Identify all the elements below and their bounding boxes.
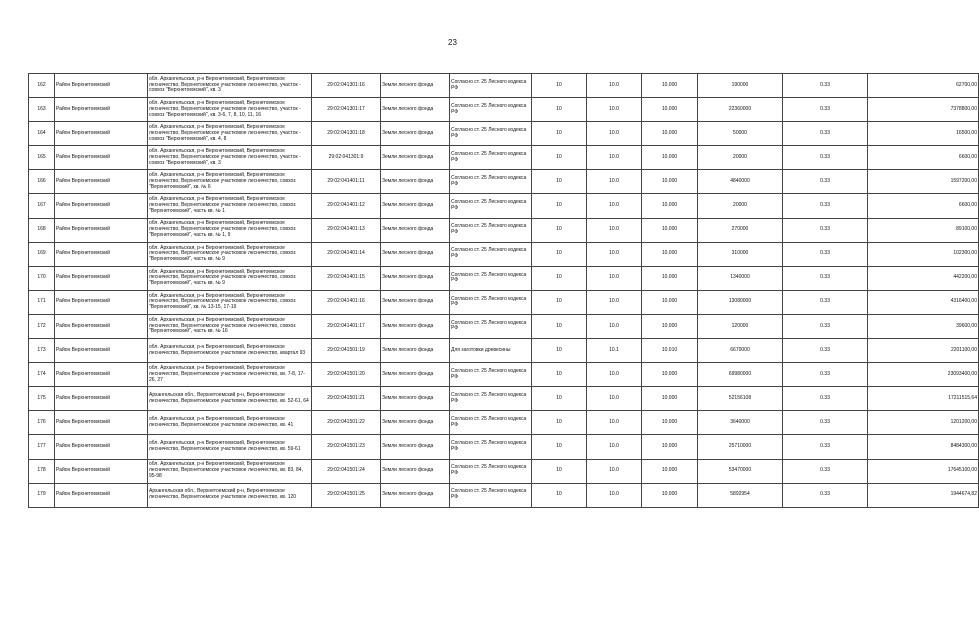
cadastral-number-cell: 29:02:041301:16	[312, 74, 381, 98]
code-cell: 10	[532, 146, 587, 170]
code-cell: 10.0	[587, 387, 642, 411]
amount-cell: 1944674,82	[868, 483, 979, 507]
address-cell: обл. Архангельская, р-н Верхнетоемский, Верхнетоемское лесничество, Верхнетоемское участковое лесничество, участок - совхоз "Верхнетоемский", кв. 3-6, 7, 8, 10, 11, 16	[148, 98, 312, 122]
tax-rate-cell: 0.33	[783, 459, 868, 483]
code-cell: 10	[532, 266, 587, 290]
code-cell: 10.1	[587, 339, 642, 363]
code-cell: 10.0	[587, 435, 642, 459]
row-number-cell: 164	[29, 122, 55, 146]
row-number-cell: 163	[29, 98, 55, 122]
land-category-cell: Земли лесного фонда	[381, 483, 450, 507]
district-cell: Район Верхнетоемский	[55, 98, 148, 122]
row-number-cell: 166	[29, 170, 55, 194]
page-number: 23	[448, 38, 457, 47]
cadastral-number-cell: 29:02:041501:23	[312, 435, 381, 459]
land-category-cell: Земли лесного фонда	[381, 314, 450, 338]
district-cell: Район Верхнетоемский	[55, 266, 148, 290]
row-number-cell: 171	[29, 290, 55, 314]
table-row	[29, 242, 979, 266]
code-cell: 10.000	[642, 242, 698, 266]
area-cell: 20000	[698, 194, 783, 218]
amount-cell: 1201200,00	[868, 411, 979, 435]
code-cell: 10.0	[587, 74, 642, 98]
cadastral-number-cell: 29:02:041501:24	[312, 459, 381, 483]
basis-cell: Для заготовки древесины	[450, 339, 532, 363]
amount-cell: 17645100,00	[868, 459, 979, 483]
code-cell: 10.000	[642, 74, 698, 98]
row-number-cell: 179	[29, 483, 55, 507]
area-cell: 190000	[698, 74, 783, 98]
address-cell: обл. Архангельская, р-н Верхнетоемский, Верхнетоемское лесничество, Верхнетоемское участковое лесничество, совхоз "Верхнетоемский", часть кв. № 9	[148, 242, 312, 266]
basis-cell: Согласно ст. 25 Лесного кодекса РФ	[450, 218, 532, 242]
code-cell: 10.000	[642, 363, 698, 387]
area-cell: 1340000	[698, 266, 783, 290]
cadastral-number-cell: 29:02:041501:19	[312, 339, 381, 363]
code-cell: 10	[532, 459, 587, 483]
district-cell: Район Верхнетоемский	[55, 290, 148, 314]
address-cell: обл. Архангельская, р-н Верхнетоемский, Верхнетоемское лесничество, Верхнетоемское участковое лесничество, кв. 7-8, 17-26, 27	[148, 363, 312, 387]
address-cell: обл. Архангельская, р-н Верхнетоемский, Верхнетоемское лесничество, Верхнетоемское участковое лесничество, участок - совхоз "Верхнетоемский", кв. 3	[148, 74, 312, 98]
code-cell: 10	[532, 194, 587, 218]
land-category-cell: Земли лесного фонда	[381, 194, 450, 218]
basis-cell: Согласно ст. 25 Лесного кодекса РФ	[450, 122, 532, 146]
land-category-cell: Земли лесного фонда	[381, 411, 450, 435]
district-cell: Район Верхнетоемский	[55, 242, 148, 266]
row-number-cell: 167	[29, 194, 55, 218]
code-cell: 10	[532, 98, 587, 122]
land-category-cell: Земли лесного фонда	[381, 290, 450, 314]
tax-rate-cell: 0.33	[783, 194, 868, 218]
land-registry-table	[28, 73, 979, 508]
code-cell: 10.000	[642, 290, 698, 314]
cadastral-number-cell: 29:02:041401:12	[312, 194, 381, 218]
land-category-cell: Земли лесного фонда	[381, 122, 450, 146]
code-cell: 10.000	[642, 122, 698, 146]
address-cell: обл. Архангельская, р-н Верхнетоемский, Верхнетоемское лесничество, Верхнетоемское участковое лесничество, кв. 59-61	[148, 435, 312, 459]
basis-cell: Согласно ст. 25 Лесного кодекса РФ	[450, 194, 532, 218]
district-cell: Район Верхнетоемский	[55, 363, 148, 387]
code-cell: 10.0	[587, 483, 642, 507]
code-cell: 10	[532, 363, 587, 387]
cadastral-number-cell: 29:02:041401:13	[312, 218, 381, 242]
area-cell: 6670000	[698, 339, 783, 363]
table-row	[29, 266, 979, 290]
code-cell: 10	[532, 170, 587, 194]
row-number-cell: 165	[29, 146, 55, 170]
district-cell: Район Верхнетоемский	[55, 194, 148, 218]
amount-cell: 7378800,00	[868, 98, 979, 122]
address-cell: обл. Архангельская, р-н Верхнетоемский, Верхнетоемское лесничество, Верхнетоемское участковое лесничество, совхоз "Верхнетоемский", часть кв. № 16	[148, 314, 312, 338]
area-cell: 69980000	[698, 363, 783, 387]
amount-cell: 102300,00	[868, 242, 979, 266]
amount-cell: 4316400,00	[868, 290, 979, 314]
address-cell: Архангельская обл., Верхнетоемский р-н, Верхнетоемское лесничество, Верхнетоемское участковое лесничество, кв. 52-61, 64	[148, 387, 312, 411]
district-cell: Район Верхнетоемский	[55, 74, 148, 98]
amount-cell: 6600,00	[868, 194, 979, 218]
table-row	[29, 459, 979, 483]
code-cell: 10.000	[642, 435, 698, 459]
amount-cell: 8484300,00	[868, 435, 979, 459]
row-number-cell: 162	[29, 74, 55, 98]
code-cell: 10.000	[642, 194, 698, 218]
land-category-cell: Земли лесного фонда	[381, 435, 450, 459]
code-cell: 10.000	[642, 266, 698, 290]
area-cell: 5892954	[698, 483, 783, 507]
amount-cell: 17211515,64	[868, 387, 979, 411]
code-cell: 10.000	[642, 98, 698, 122]
code-cell: 10	[532, 74, 587, 98]
cadastral-number-cell: 29:02:041401:16	[312, 290, 381, 314]
tax-rate-cell: 0.33	[783, 218, 868, 242]
code-cell: 10.000	[642, 170, 698, 194]
amount-cell: 6600,00	[868, 146, 979, 170]
area-cell: 270000	[698, 218, 783, 242]
table-row	[29, 483, 979, 507]
code-cell: 10	[532, 435, 587, 459]
table-row	[29, 314, 979, 338]
basis-cell: Согласно ст. 25 Лесного кодекса РФ	[450, 146, 532, 170]
area-cell: 52156108	[698, 387, 783, 411]
area-cell: 310000	[698, 242, 783, 266]
address-cell: обл. Архангельская, р-н Верхнетоемский, Верхнетоемское лесничество, Верхнетоемское участковое лесничество, участок - совхоз "Верхнетоемский", кв. 4, 8	[148, 122, 312, 146]
row-number-cell: 174	[29, 363, 55, 387]
area-cell: 13080000	[698, 290, 783, 314]
tax-rate-cell: 0.33	[783, 339, 868, 363]
table-row	[29, 122, 979, 146]
area-cell: 22360000	[698, 98, 783, 122]
land-category-cell: Земли лесного фонда	[381, 98, 450, 122]
address-cell: обл. Архангельская, р-н Верхнетоемский, Верхнетоемское лесничество, Верхнетоемское участковое лесничество, совхоз "Верхнетоемский", часть кв. № 1	[148, 194, 312, 218]
cadastral-number-cell: 29:02:041301:18	[312, 122, 381, 146]
table-row	[29, 339, 979, 363]
tax-rate-cell: 0.33	[783, 146, 868, 170]
code-cell: 10.0	[587, 194, 642, 218]
basis-cell: Согласно ст. 25 Лесного кодекса РФ	[450, 483, 532, 507]
tax-rate-cell: 0.33	[783, 483, 868, 507]
address-cell: обл. Архангельская, р-н Верхнетоемский, Верхнетоемское лесничество, Верхнетоемское участковое лесничество, кв. 41	[148, 411, 312, 435]
basis-cell: Согласно ст. 25 Лесного кодекса РФ	[450, 459, 532, 483]
address-cell: обл. Архангельская, р-н Верхнетоемский, Верхнетоемское лесничество, Верхнетоемское участковое лесничество, совхоз "Верхнетоемский", кв. № 6	[148, 170, 312, 194]
land-category-cell: Земли лесного фонда	[381, 242, 450, 266]
district-cell: Район Верхнетоемский	[55, 435, 148, 459]
basis-cell: Согласно ст. 25 Лесного кодекса РФ	[450, 435, 532, 459]
land-category-cell: Земли лесного фонда	[381, 74, 450, 98]
row-number-cell: 177	[29, 435, 55, 459]
tax-rate-cell: 0.33	[783, 435, 868, 459]
tax-rate-cell: 0.33	[783, 74, 868, 98]
code-cell: 10.0	[587, 411, 642, 435]
basis-cell: Согласно ст. 25 Лесного кодекса РФ	[450, 314, 532, 338]
land-category-cell: Земли лесного фонда	[381, 459, 450, 483]
cadastral-number-cell: 29:02:041501:21	[312, 387, 381, 411]
cadastral-number-cell: 29:02:041401:11	[312, 170, 381, 194]
cadastral-number-cell: 29:02:041501:22	[312, 411, 381, 435]
table-row	[29, 74, 979, 98]
area-cell: 25710000	[698, 435, 783, 459]
district-cell: Район Верхнетоемский	[55, 218, 148, 242]
code-cell: 10	[532, 290, 587, 314]
basis-cell: Согласно ст. 25 Лесного кодекса РФ	[450, 170, 532, 194]
table-row	[29, 387, 979, 411]
row-number-cell: 169	[29, 242, 55, 266]
district-cell: Район Верхнетоемский	[55, 146, 148, 170]
basis-cell: Согласно ст. 25 Лесного кодекса РФ	[450, 290, 532, 314]
code-cell: 10.000	[642, 459, 698, 483]
basis-cell: Согласно ст. 25 Лесного кодекса РФ	[450, 363, 532, 387]
row-number-cell: 168	[29, 218, 55, 242]
row-number-cell: 175	[29, 387, 55, 411]
cadastral-number-cell: 29:02:041301:9	[312, 146, 381, 170]
basis-cell: Согласно ст. 25 Лесного кодекса РФ	[450, 411, 532, 435]
table-row	[29, 435, 979, 459]
land-category-cell: Земли лесного фонда	[381, 170, 450, 194]
cadastral-number-cell: 29:02:041501:20	[312, 363, 381, 387]
code-cell: 10	[532, 483, 587, 507]
district-cell: Район Верхнетоемский	[55, 314, 148, 338]
land-category-cell: Земли лесного фонда	[381, 363, 450, 387]
table-row	[29, 218, 979, 242]
basis-cell: Согласно ст. 25 Лесного кодекса РФ	[450, 387, 532, 411]
code-cell: 10	[532, 387, 587, 411]
code-cell: 10.0	[587, 146, 642, 170]
code-cell: 10.0	[587, 98, 642, 122]
tax-rate-cell: 0.33	[783, 411, 868, 435]
district-cell: Район Верхнетоемский	[55, 339, 148, 363]
basis-cell: Согласно ст. 25 Лесного кодекса РФ	[450, 74, 532, 98]
land-category-cell: Земли лесного фонда	[381, 387, 450, 411]
district-cell: Район Верхнетоемский	[55, 122, 148, 146]
cadastral-number-cell: 29:02:041401:17	[312, 314, 381, 338]
amount-cell: 62700,00	[868, 74, 979, 98]
land-category-cell: Земли лесного фонда	[381, 266, 450, 290]
address-cell: обл. Архангельская, р-н Верхнетоемский, Верхнетоемское лесничество, Верхнетоемское участковое лесничество, совхоз "Верхнетоемский", часть кв. № 1, 9	[148, 218, 312, 242]
tax-rate-cell: 0.33	[783, 314, 868, 338]
area-cell: 4840000	[698, 170, 783, 194]
land-category-cell: Земли лесного фонда	[381, 339, 450, 363]
row-number-cell: 172	[29, 314, 55, 338]
address-cell: обл. Архангельская, р-н Верхнетоемский, Верхнетоемское лесничество, Верхнетоемское участковое лесничество, квартал 93	[148, 339, 312, 363]
tax-rate-cell: 0.33	[783, 122, 868, 146]
district-cell: Район Верхнетоемский	[55, 387, 148, 411]
land-category-cell: Земли лесного фонда	[381, 218, 450, 242]
code-cell: 10.0	[587, 218, 642, 242]
area-cell: 3640000	[698, 411, 783, 435]
tax-rate-cell: 0.33	[783, 266, 868, 290]
code-cell: 10.0	[587, 314, 642, 338]
code-cell: 10.000	[642, 411, 698, 435]
code-cell: 10.000	[642, 314, 698, 338]
basis-cell: Согласно ст. 25 Лесного кодекса РФ	[450, 98, 532, 122]
tax-rate-cell: 0.33	[783, 290, 868, 314]
tax-rate-cell: 0.33	[783, 387, 868, 411]
code-cell: 10.000	[642, 146, 698, 170]
code-cell: 10.0	[587, 363, 642, 387]
code-cell: 10	[532, 218, 587, 242]
cadastral-number-cell: 29:02:041301:17	[312, 98, 381, 122]
code-cell: 10	[532, 242, 587, 266]
row-number-cell: 173	[29, 339, 55, 363]
code-cell: 10.000	[642, 483, 698, 507]
table-body	[29, 74, 979, 508]
cadastral-number-cell: 29:02:041401:14	[312, 242, 381, 266]
code-cell: 10.0	[587, 122, 642, 146]
amount-cell: 442200,00	[868, 266, 979, 290]
district-cell: Район Верхнетоемский	[55, 170, 148, 194]
table-row	[29, 290, 979, 314]
code-cell: 10.0	[587, 459, 642, 483]
address-cell: обл. Архангельская, р-н Верхнетоемский, Верхнетоемское лесничество, Верхнетоемское участковое лесничество, совхоз "Верхнетоемский", кв. № 13-15, 17-19	[148, 290, 312, 314]
code-cell: 10	[532, 314, 587, 338]
address-cell: обл. Архангельская, р-н Верхнетоемский, Верхнетоемское лесничество, Верхнетоемское участковое лесничество, кв. 83, 84, 95-98	[148, 459, 312, 483]
code-cell: 10.0	[587, 242, 642, 266]
address-cell: обл. Архангельская, р-н Верхнетоемский, Верхнетоемское лесничество, Верхнетоемское участковое лесничество, совхоз "Верхнетоемский", часть кв. № 9	[148, 266, 312, 290]
code-cell: 10	[532, 339, 587, 363]
basis-cell: Согласно ст. 25 Лесного кодекса РФ	[450, 242, 532, 266]
district-cell: Район Верхнетоемский	[55, 459, 148, 483]
code-cell: 10.0	[587, 266, 642, 290]
cadastral-number-cell: 29:02:041501:25	[312, 483, 381, 507]
district-cell: Район Верхнетоемский	[55, 483, 148, 507]
code-cell: 10.0	[587, 170, 642, 194]
code-cell: 10.000	[642, 387, 698, 411]
tax-rate-cell: 0.33	[783, 170, 868, 194]
area-cell: 20000	[698, 146, 783, 170]
code-cell: 10.0	[587, 290, 642, 314]
amount-cell: 2201100,00	[868, 339, 979, 363]
table-row	[29, 411, 979, 435]
tax-rate-cell: 0.33	[783, 242, 868, 266]
code-cell: 10	[532, 411, 587, 435]
row-number-cell: 170	[29, 266, 55, 290]
code-cell: 10	[532, 122, 587, 146]
area-cell: 50000	[698, 122, 783, 146]
code-cell: 10.010	[642, 339, 698, 363]
amount-cell: 23093400,00	[868, 363, 979, 387]
address-cell: Архангельская обл., Верхнетоемский р-н, Верхнетоемское лесничество, Верхнетоемское участковое лесничество, кв. 120	[148, 483, 312, 507]
area-cell: 120000	[698, 314, 783, 338]
table-row	[29, 170, 979, 194]
basis-cell: Согласно ст. 25 Лесного кодекса РФ	[450, 266, 532, 290]
table-row	[29, 146, 979, 170]
district-cell: Район Верхнетоемский	[55, 411, 148, 435]
table-row	[29, 363, 979, 387]
tax-rate-cell: 0.33	[783, 98, 868, 122]
amount-cell: 16500,00	[868, 122, 979, 146]
code-cell: 10.000	[642, 218, 698, 242]
land-category-cell: Земли лесного фонда	[381, 146, 450, 170]
row-number-cell: 178	[29, 459, 55, 483]
tax-rate-cell: 0.33	[783, 363, 868, 387]
area-cell: 53470000	[698, 459, 783, 483]
amount-cell: 89100,00	[868, 218, 979, 242]
address-cell: обл. Архангельская, р-н Верхнетоемский, Верхнетоемское лесничество, Верхнетоемское участковое лесничество, участок - совхоз "Верхнетоемский", кв. 3	[148, 146, 312, 170]
cadastral-number-cell: 29:02:041401:15	[312, 266, 381, 290]
row-number-cell: 176	[29, 411, 55, 435]
amount-cell: 1597200,00	[868, 170, 979, 194]
table-row	[29, 194, 979, 218]
table-row	[29, 98, 979, 122]
amount-cell: 39600,00	[868, 314, 979, 338]
